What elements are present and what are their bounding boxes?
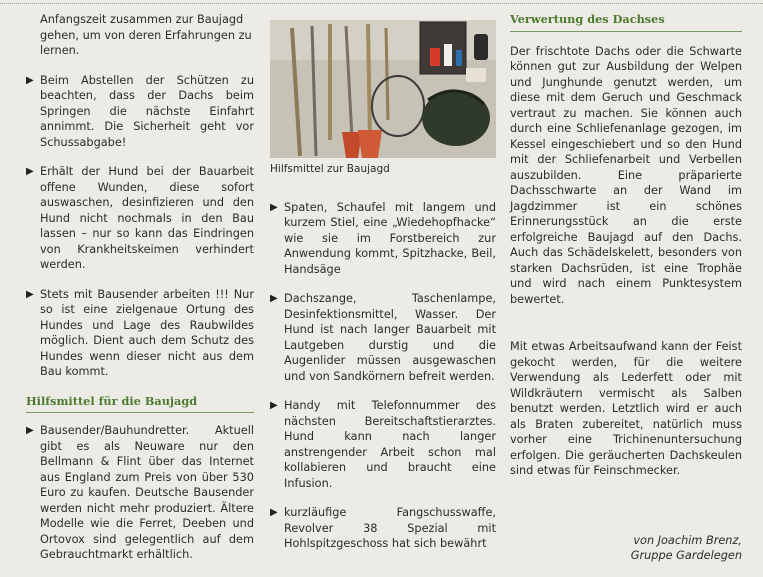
section-heading-tools: Hilfsmittel für die Baujagd — [26, 394, 254, 414]
bullet-item — [26, 73, 254, 151]
bullet-text: Beim Abstellen der Schützen zu beachten, dass der Dachs beim Springen die nächste Einfahrt annimmt. Die Sicherheit geht vor Schussabgabe! — [40, 73, 254, 149]
tools-photo — [270, 20, 496, 158]
column-left — [26, 12, 254, 577]
bullet-item — [270, 200, 496, 278]
paragraph: Mit etwas Arbeitsaufwand kann der Feist gekocht werden, für die weitere Verwendung als Lederfett oder mit Wildkräutern vermischt als Salben benutzt werden. Letztlich wird er auch als Braten zubereitet, natürlich muss vorher eine Trichinenuntersuchung erfolgen. Die geräucherten Dachskeulen sind etwas für Feinschmecker. — [510, 340, 742, 477]
bullet-text: Bausender/Bauhundretter. Aktuell gibt es als Neuware nur den Bellmann & Flint über das Internet aus England zum Preis von über 530 Euro zu kaufen. Deutsche Bausender werden nicht mehr produziert. Ältere Modelle wie die Ferret, Deeben und Ortovox sind gelegentlich auf dem Gebrauchtmarkt erhältlich. — [40, 424, 254, 561]
paragraph: Der frischtote Dachs oder die Schwarte können gut zur Ausbildung der Welpen und Junghunde genutzt werden, um diese mit dem Geruch und Geschmack vertraut zu machen. Sie können auch durch eine Schliefenanlage gezogen, im Kessel eingeschiebert und so den Hund mit der Schliefenarbeit und Verbellen auszubilden. Eine präparierte Dachsschwarte an der Wand im Jagdzimmer ist ein schönes Erinnerungsstück an die erste erfolgreiche Baujagd auf den Dachs. Auch das Schädelskelett, besonders von starken Dachsrüden, ist eine Trophäe und wird nach einem Punktesystem bewertet. — [510, 44, 742, 306]
tools-photo-illustration — [270, 20, 496, 158]
bullet-text: kurzläufige Fangschusswaffe, Revolver 38 Spezial mit Hohlspitzgeschoss hat sich bewährt — [284, 506, 496, 550]
arrow-bullet-icon: ▶ — [26, 166, 34, 177]
bullet-item — [270, 291, 496, 384]
bullet-item — [26, 423, 254, 563]
column-middle — [270, 20, 496, 566]
section-heading-dachs: Verwertung des Dachses — [510, 12, 742, 32]
intro-text: Anfangszeit zusammen zur Baujagd gehen, um von deren Erfahrungen zu lernen. — [40, 13, 252, 57]
bullet-text: Dachszange, Taschenlampe, Desinfektionsmittel, Wasser. Der Hund ist nach langer Bauarbeit mit Lautgeben durstig und die Augenlider müssen ausgewaschen und von Sandkörnern befreit werden. — [284, 292, 496, 383]
arrow-bullet-icon: ▶ — [270, 507, 278, 518]
arrow-bullet-icon: ▶ — [26, 425, 34, 436]
photo-caption: Hilfsmittel zur Baujagd — [270, 163, 390, 175]
arrow-bullet-icon: ▶ — [270, 201, 278, 213]
author-signature — [510, 533, 742, 564]
arrow-bullet-icon: ▶ — [270, 400, 278, 411]
bullet-text: Erhält der Hund bei der Bauarbeit offene Wunden, diese sofort auswaschen, desinfizieren und den Hund nicht nochmals in den Bau lassen – nur so kann das Eindringen von Krankheitskeimen verhindert werden. — [40, 165, 254, 271]
author-group: Gruppe Gardelegen — [630, 549, 742, 562]
bullet-text: Stets mit Bausender arbeiten !!! Nur so ist eine zielgenaue Ortung des Hundes und Lage des Raubwildes möglich. Dient auch dem Schutz des Hundes wenn dieser nicht aus dem Bau kommt. — [40, 287, 254, 378]
bullet-item — [270, 505, 496, 552]
bullet-text: Spaten, Schaufel mit langem und kurzem Stiel, eine „Wiedehopfhacke“ wie sie im Forstbereich zur Anwendung kommt, Spitzhacke, Beil, Handsäge — [284, 200, 496, 276]
arrow-bullet-icon: ▶ — [26, 74, 34, 86]
bullet-item — [26, 164, 254, 273]
bullet-item — [270, 398, 496, 491]
author-name: von Joachim Brenz, — [633, 533, 742, 547]
column-right — [510, 12, 742, 564]
top-dotted-rule — [0, 3, 763, 4]
bullet-text: Handy mit Telefonnummer des nächsten Bereitschaftstierarztes. Hund kann nach langer anstrengender Arbeit schon mal kollabieren und braucht eine Infusion. — [284, 399, 496, 490]
arrow-bullet-icon: ▶ — [270, 293, 278, 304]
bullet-item — [26, 287, 254, 380]
arrow-bullet-icon: ▶ — [26, 288, 34, 300]
